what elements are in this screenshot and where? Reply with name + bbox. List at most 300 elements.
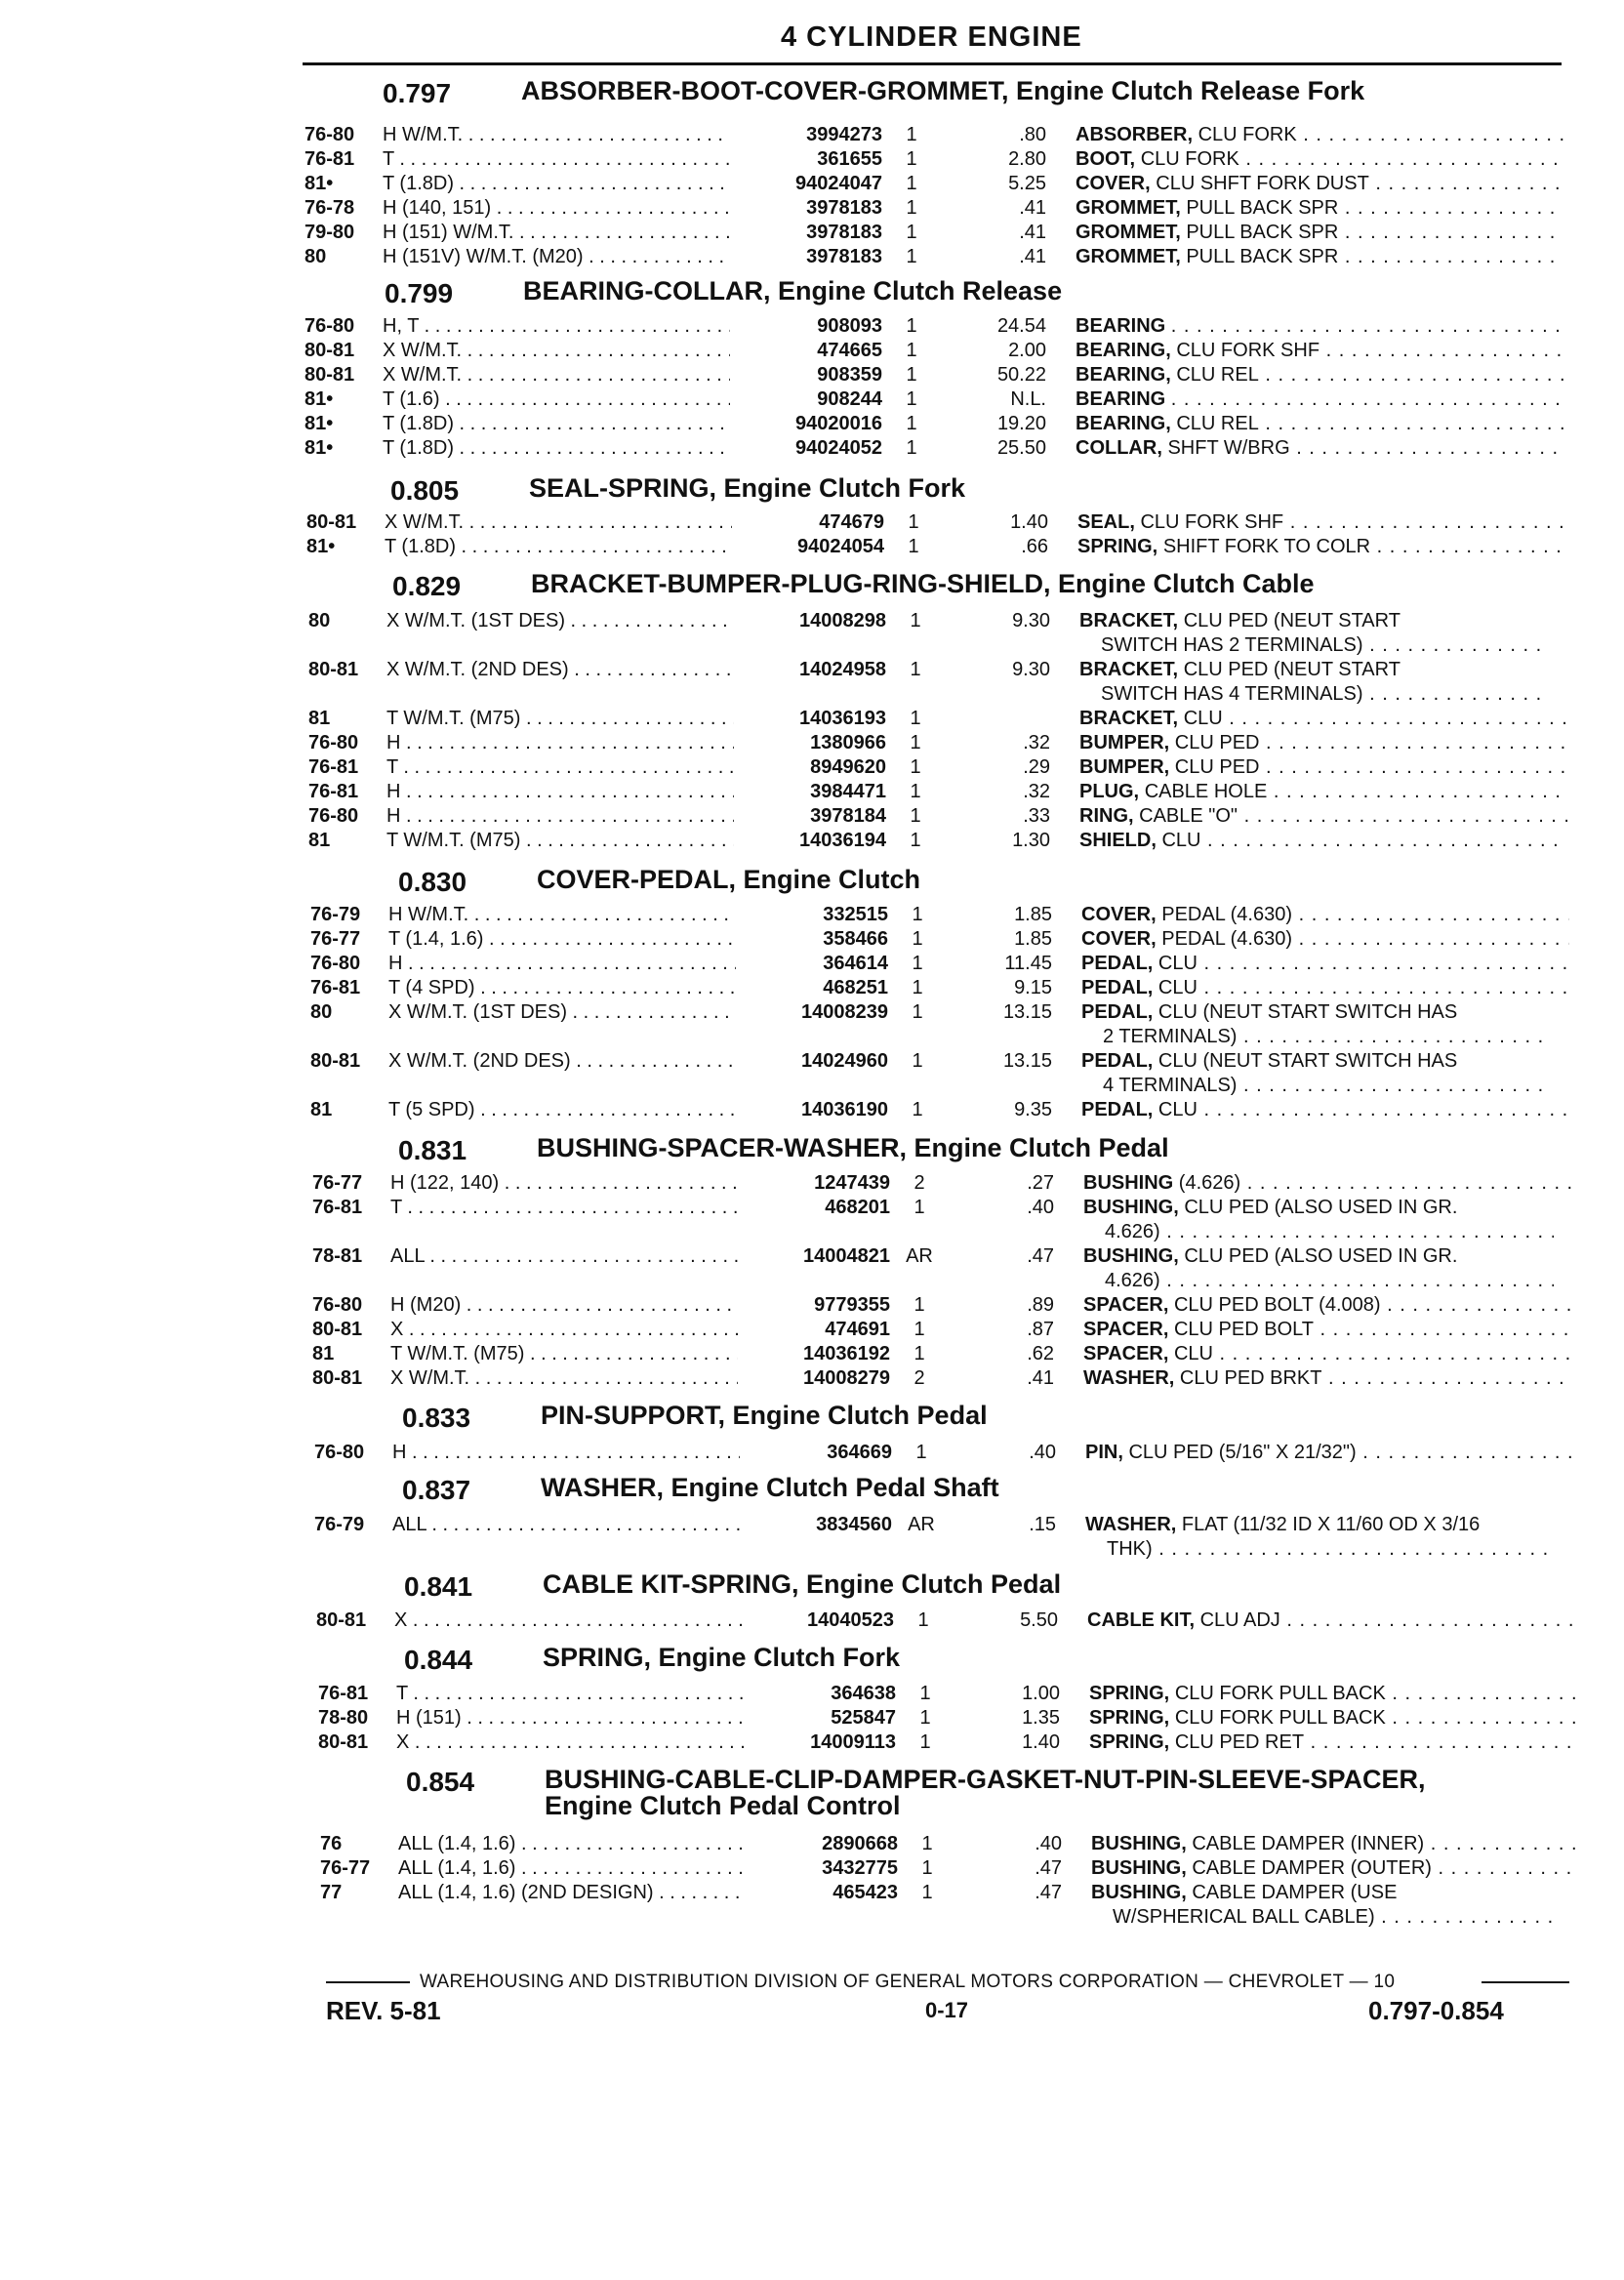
part-description bbox=[1081, 903, 1569, 926]
application: T (5 SPD) . . . bbox=[388, 1098, 740, 1121]
model-years: 76-80 bbox=[308, 805, 359, 827]
model-years: 81 bbox=[310, 1099, 333, 1120]
part-number: 908359 bbox=[730, 363, 882, 387]
footer-rule-right bbox=[1482, 1981, 1569, 1983]
application: ALL (1.4, 1.6) . . . bbox=[398, 1856, 750, 1880]
part-number: 358466 bbox=[736, 927, 888, 951]
part-row bbox=[0, 755, 1624, 780]
part-name: PEDAL, bbox=[1081, 1001, 1154, 1023]
part-row bbox=[0, 510, 1624, 535]
part-name: SPACER, bbox=[1083, 1319, 1169, 1340]
group-title-main: BUSHING-CABLE-CLIP-DAMPER-GASKET-NUT-PIN-SLEEVE-SPACER, bbox=[545, 1765, 1426, 1794]
part-detail: FLAT (11/32 ID X 11/60 OD X 3/16 bbox=[1181, 1514, 1481, 1535]
group-subtitle: Engine Clutch Pedal Control bbox=[545, 1791, 901, 1820]
list-price: .40 bbox=[1027, 1197, 1054, 1218]
part-number: 3978183 bbox=[730, 221, 882, 244]
list-price: 9.30 bbox=[1012, 610, 1050, 631]
part-detail: CLU FORK PULL BACK bbox=[1174, 1707, 1386, 1729]
model-years: 77 bbox=[320, 1882, 343, 1903]
part-detail: CLU bbox=[1173, 1343, 1213, 1364]
model-years: 76-77 bbox=[320, 1857, 371, 1879]
part-description bbox=[1091, 1832, 1579, 1855]
group-number: 0.805 bbox=[390, 475, 460, 506]
quantity: 1 bbox=[921, 1833, 933, 1854]
application: X . . . bbox=[396, 1730, 748, 1754]
quantity: 1 bbox=[910, 708, 921, 729]
list-price: 19.20 bbox=[996, 413, 1046, 434]
part-name: SEAL, bbox=[1077, 511, 1135, 533]
model-years: 76 bbox=[320, 1833, 343, 1854]
model-years: 81 bbox=[308, 830, 331, 851]
list-price: .40 bbox=[1029, 1442, 1056, 1463]
part-detail: CLU ADJ bbox=[1199, 1609, 1280, 1631]
part-name: BUSHING, bbox=[1083, 1197, 1179, 1218]
part-detail: CLU REL bbox=[1176, 413, 1259, 434]
quantity: 1 bbox=[914, 1319, 925, 1340]
part-description bbox=[1076, 436, 1563, 460]
quantity: AR bbox=[906, 1245, 933, 1267]
list-price: 13.15 bbox=[1002, 1001, 1052, 1023]
part-number: 361655 bbox=[730, 147, 882, 171]
part-detail: CABLE DAMPER (OUTER) bbox=[1192, 1857, 1432, 1879]
group-title bbox=[537, 867, 920, 893]
part-row bbox=[0, 1171, 1624, 1196]
part-name: ABSORBER, bbox=[1076, 124, 1194, 145]
part-description bbox=[1083, 1318, 1571, 1341]
part-detail: CLU bbox=[1183, 708, 1223, 729]
model-years: 81• bbox=[304, 173, 334, 194]
part-description bbox=[1076, 196, 1563, 220]
group-title-main: COVER-PEDAL, bbox=[537, 865, 737, 894]
part-detail: SHIFT FORK TO COLR bbox=[1162, 536, 1371, 557]
application: T . . . bbox=[383, 147, 734, 171]
list-price: .47 bbox=[1035, 1882, 1062, 1903]
part-name: PLUG, bbox=[1079, 781, 1140, 802]
list-price: .47 bbox=[1035, 1857, 1062, 1879]
quantity: 1 bbox=[906, 437, 917, 459]
part-number: 2890668 bbox=[746, 1832, 898, 1855]
part-detail: CLU PED (NEUT START bbox=[1183, 610, 1401, 631]
quantity: 1 bbox=[906, 173, 917, 194]
part-row bbox=[0, 147, 1624, 172]
part-name: COVER, bbox=[1076, 173, 1151, 194]
group-subtitle: Engine Clutch Pedal bbox=[732, 1401, 988, 1430]
part-detail: CLU PED (ALSO USED IN GR. bbox=[1184, 1245, 1458, 1267]
part-detail: CLU bbox=[1157, 1099, 1198, 1120]
part-detail: CABLE DAMPER (INNER) bbox=[1192, 1833, 1425, 1854]
part-number: 332515 bbox=[736, 903, 888, 926]
part-description bbox=[1076, 339, 1563, 362]
part-number: 94024047 bbox=[730, 172, 882, 195]
part-description bbox=[1076, 172, 1563, 195]
application: X W/M.T. . . . bbox=[383, 363, 734, 387]
part-detail: CLU bbox=[1157, 953, 1198, 974]
part-name: PEDAL, bbox=[1081, 1050, 1154, 1072]
part-row bbox=[0, 780, 1624, 804]
application: ALL (1.4, 1.6) . . . bbox=[398, 1832, 750, 1855]
part-number: 908244 bbox=[730, 387, 882, 411]
part-name: BEARING, bbox=[1076, 340, 1171, 361]
part-number: 3984471 bbox=[734, 780, 886, 803]
model-years: 80-81 bbox=[312, 1367, 363, 1389]
part-detail: PEDAL (4.630) bbox=[1161, 904, 1293, 925]
part-description bbox=[1083, 1366, 1571, 1390]
part-detail: CABLE DAMPER (USE bbox=[1192, 1882, 1398, 1903]
list-price: 2.00 bbox=[1008, 340, 1046, 361]
part-description bbox=[1081, 927, 1569, 951]
group-title bbox=[529, 475, 965, 502]
part-name: BUSHING, bbox=[1091, 1857, 1187, 1879]
part-row-continuation bbox=[0, 1220, 1624, 1244]
part-name: BOOT, bbox=[1076, 148, 1136, 170]
part-detail: CLU (NEUT START SWITCH HAS bbox=[1157, 1001, 1458, 1023]
quantity: 1 bbox=[917, 1609, 929, 1631]
group-range: 0.797-0.854 bbox=[1368, 1996, 1504, 2025]
group-title bbox=[537, 1135, 1169, 1161]
part-name: WASHER, bbox=[1083, 1367, 1175, 1389]
part-row bbox=[0, 1196, 1624, 1220]
part-number: 14008298 bbox=[734, 609, 886, 632]
model-years: 76-80 bbox=[304, 315, 355, 337]
application: X W/M.T. (1ST DES) . . . bbox=[386, 609, 738, 632]
part-description bbox=[1079, 780, 1567, 803]
application: H (140, 151) . . . bbox=[383, 196, 734, 220]
part-description-continued: 4 TERMINALS) . . . bbox=[1103, 1074, 1552, 1097]
part-number: 9779355 bbox=[738, 1293, 890, 1317]
part-row bbox=[0, 245, 1624, 269]
quantity: 1 bbox=[906, 124, 917, 145]
part-row bbox=[0, 412, 1624, 436]
part-detail: SHFT W/BRG bbox=[1167, 437, 1290, 459]
list-price: 24.54 bbox=[996, 315, 1046, 337]
application: X W/M.T. . . . bbox=[383, 339, 734, 362]
application: T (1.6) . . . bbox=[383, 387, 734, 411]
part-row bbox=[0, 196, 1624, 221]
quantity: 2 bbox=[914, 1367, 925, 1389]
part-row bbox=[0, 1706, 1624, 1730]
footer-text: WAREHOUSING AND DISTRIBUTION DIVISION OF GENERAL MOTORS CORPORATION — CHEVROLET — 10 bbox=[420, 1972, 1396, 1992]
part-description bbox=[1077, 510, 1565, 534]
part-description bbox=[1079, 755, 1567, 779]
model-years: 76-78 bbox=[304, 197, 355, 219]
list-price: .80 bbox=[1019, 124, 1046, 145]
part-number: 14036193 bbox=[734, 707, 886, 730]
part-detail: CABLE HOLE bbox=[1144, 781, 1268, 802]
part-description bbox=[1083, 1342, 1571, 1365]
quantity: 1 bbox=[912, 928, 923, 950]
part-row bbox=[0, 535, 1624, 559]
list-price: .47 bbox=[1027, 1245, 1054, 1267]
group-subtitle: Engine Clutch Release Fork bbox=[1016, 76, 1365, 105]
part-number: 14040523 bbox=[742, 1608, 894, 1632]
quantity: 1 bbox=[912, 1001, 923, 1023]
model-years: 80-81 bbox=[306, 511, 357, 533]
part-description-continued: 2 TERMINALS) . . . bbox=[1103, 1025, 1552, 1048]
model-years: 76-81 bbox=[304, 148, 355, 170]
part-description bbox=[1079, 829, 1567, 852]
part-row bbox=[0, 1049, 1624, 1074]
quantity: 1 bbox=[906, 148, 917, 170]
application: T . . . bbox=[396, 1682, 748, 1705]
list-price: .66 bbox=[1021, 536, 1048, 557]
list-price: 5.50 bbox=[1020, 1609, 1058, 1631]
part-row bbox=[0, 1881, 1624, 1905]
model-years: 80-81 bbox=[304, 364, 355, 386]
model-years: 76-77 bbox=[310, 928, 361, 950]
list-price: N.L. bbox=[1010, 388, 1046, 410]
quantity: 1 bbox=[906, 197, 917, 219]
part-detail: CLU bbox=[1161, 830, 1201, 851]
list-price: .41 bbox=[1027, 1367, 1054, 1389]
model-years: 76-77 bbox=[312, 1172, 363, 1194]
list-price: 1.30 bbox=[1012, 830, 1050, 851]
part-description bbox=[1081, 1049, 1569, 1073]
part-detail: CLU PED BRKT bbox=[1179, 1367, 1322, 1389]
page-number: 0-17 bbox=[925, 1998, 969, 2022]
group-number: 0.829 bbox=[392, 571, 462, 601]
part-row bbox=[0, 172, 1624, 196]
quantity: AR bbox=[908, 1514, 935, 1535]
part-detail: CLU PED bbox=[1174, 756, 1260, 778]
model-years: 81• bbox=[304, 388, 334, 410]
group-title bbox=[543, 1571, 1061, 1598]
part-row-continuation bbox=[0, 633, 1624, 658]
part-number: 94020016 bbox=[730, 412, 882, 435]
part-row bbox=[0, 1608, 1624, 1633]
application: H (151) . . . bbox=[396, 1706, 748, 1730]
quantity: 1 bbox=[921, 1857, 933, 1879]
part-name: RING, bbox=[1079, 805, 1134, 827]
list-price: 9.30 bbox=[1012, 659, 1050, 680]
part-number: 14036194 bbox=[734, 829, 886, 852]
model-years: 80 bbox=[308, 610, 331, 631]
quantity: 1 bbox=[919, 1707, 931, 1729]
part-name: BEARING, bbox=[1076, 364, 1171, 386]
model-years: 80-81 bbox=[304, 340, 355, 361]
group-subtitle: Engine Clutch bbox=[743, 865, 921, 894]
part-detail: CLU PED bbox=[1174, 732, 1260, 753]
part-name: SHIELD, bbox=[1079, 830, 1157, 851]
part-number: 14036192 bbox=[738, 1342, 890, 1365]
list-price: 11.45 bbox=[1004, 953, 1052, 974]
part-row bbox=[0, 804, 1624, 829]
list-price: 1.85 bbox=[1014, 904, 1052, 925]
part-detail: CABLE "O" bbox=[1139, 805, 1238, 827]
part-row-continuation bbox=[0, 1905, 1624, 1930]
part-name: BUSHING, bbox=[1091, 1882, 1187, 1903]
part-name: BUMPER, bbox=[1079, 732, 1170, 753]
part-name: GROMMET, bbox=[1076, 222, 1181, 243]
part-name: SPRING, bbox=[1089, 1683, 1170, 1704]
application: T W/M.T. (M75) . . . bbox=[390, 1342, 742, 1365]
part-row-continuation bbox=[0, 1074, 1624, 1098]
part-number: 468201 bbox=[738, 1196, 890, 1219]
application: ALL (1.4, 1.6) (2ND DESIGN) . . . bbox=[398, 1881, 750, 1904]
part-name: SPRING, bbox=[1089, 1707, 1170, 1729]
part-row bbox=[0, 1730, 1624, 1755]
list-price: .29 bbox=[1023, 756, 1050, 778]
application: X W/M.T. . . . bbox=[390, 1366, 742, 1390]
part-name: SPRING, bbox=[1089, 1731, 1170, 1753]
model-years: 76-81 bbox=[308, 781, 359, 802]
list-price: .41 bbox=[1019, 197, 1046, 219]
part-row bbox=[0, 387, 1624, 412]
part-row bbox=[0, 707, 1624, 731]
part-row bbox=[0, 1441, 1624, 1465]
part-description bbox=[1076, 387, 1563, 411]
part-name: BUMPER, bbox=[1079, 756, 1170, 778]
group-title-main: ABSORBER-BOOT-COVER-GROMMET, bbox=[521, 76, 1009, 105]
application: H W/M.T. . . . bbox=[383, 123, 734, 146]
group-title bbox=[531, 571, 1315, 597]
application: X . . . bbox=[394, 1608, 746, 1632]
part-detail: PULL BACK SPR bbox=[1186, 197, 1339, 219]
part-detail: CLU FORK bbox=[1140, 148, 1239, 170]
group-title bbox=[523, 278, 1062, 305]
part-detail: CLU PED RET bbox=[1174, 1731, 1305, 1753]
application: T (1.8D) . . . bbox=[383, 436, 734, 460]
quantity: 1 bbox=[910, 756, 921, 778]
quantity: 1 bbox=[914, 1197, 925, 1218]
part-name: SPRING, bbox=[1077, 536, 1158, 557]
part-number: 1380966 bbox=[734, 731, 886, 754]
part-description bbox=[1083, 1196, 1571, 1219]
part-description bbox=[1091, 1881, 1579, 1904]
group-title bbox=[541, 1403, 988, 1429]
part-row bbox=[0, 1366, 1624, 1391]
part-description bbox=[1083, 1171, 1571, 1195]
model-years: 81• bbox=[306, 536, 336, 557]
part-row bbox=[0, 363, 1624, 387]
part-description bbox=[1076, 314, 1563, 338]
part-description bbox=[1083, 1244, 1571, 1268]
part-detail: CLU PED (5/16" X 21/32") bbox=[1128, 1442, 1357, 1463]
quantity: 1 bbox=[912, 977, 923, 998]
model-years: 81 bbox=[312, 1343, 335, 1364]
model-years: 78-80 bbox=[318, 1707, 369, 1729]
part-number: 14009113 bbox=[744, 1730, 896, 1754]
part-number: 3994273 bbox=[730, 123, 882, 146]
part-name: BUSHING, bbox=[1091, 1833, 1187, 1854]
application: T (1.8D) . . . bbox=[385, 535, 736, 558]
application: H . . . bbox=[388, 952, 740, 975]
quantity: 1 bbox=[912, 953, 923, 974]
model-years: 76-80 bbox=[312, 1294, 363, 1316]
group-subtitle: Engine Clutch Pedal Shaft bbox=[670, 1473, 999, 1502]
quantity: 1 bbox=[908, 536, 919, 557]
part-number: 8949620 bbox=[734, 755, 886, 779]
application: H . . . bbox=[386, 731, 738, 754]
application: H (122, 140) . . . bbox=[390, 1171, 742, 1195]
application: H . . . bbox=[392, 1441, 744, 1464]
group-title-main: WASHER, bbox=[541, 1473, 665, 1502]
part-row bbox=[0, 1832, 1624, 1856]
part-detail: (4.626) bbox=[1178, 1172, 1241, 1194]
application: X . . . bbox=[390, 1318, 742, 1341]
group-number: 0.844 bbox=[404, 1645, 473, 1675]
quantity: 1 bbox=[910, 659, 921, 680]
group-title-main: BUSHING-SPACER-WASHER, bbox=[537, 1133, 908, 1162]
application: T (1.4, 1.6) . . . bbox=[388, 927, 740, 951]
part-detail: PULL BACK SPR bbox=[1186, 246, 1339, 267]
part-description bbox=[1085, 1441, 1573, 1464]
group-title-main: SPRING, bbox=[543, 1643, 652, 1672]
part-row bbox=[0, 829, 1624, 853]
part-number: 3834560 bbox=[740, 1513, 892, 1536]
part-detail: CLU PED (NEUT START bbox=[1183, 659, 1401, 680]
quantity: 1 bbox=[914, 1294, 925, 1316]
part-name: PIN, bbox=[1085, 1442, 1123, 1463]
quantity: 1 bbox=[906, 364, 917, 386]
model-years: 76-80 bbox=[314, 1442, 365, 1463]
part-row bbox=[0, 123, 1624, 147]
part-description-continued: 4.626) . . . bbox=[1105, 1220, 1554, 1243]
list-price: 1.40 bbox=[1022, 1731, 1060, 1753]
part-description bbox=[1076, 221, 1563, 244]
model-years: 80-81 bbox=[308, 659, 359, 680]
model-years: 81 bbox=[308, 708, 331, 729]
model-years: 80-81 bbox=[318, 1731, 369, 1753]
group-title-main: PIN-SUPPORT, bbox=[541, 1401, 726, 1430]
part-number: 14004821 bbox=[738, 1244, 890, 1268]
part-number: 14036190 bbox=[736, 1098, 888, 1121]
quantity: 1 bbox=[910, 830, 921, 851]
list-price: .62 bbox=[1027, 1343, 1054, 1364]
part-row bbox=[0, 1244, 1624, 1269]
model-years: 76-80 bbox=[310, 953, 361, 974]
part-description bbox=[1089, 1682, 1577, 1705]
group-number: 0.831 bbox=[398, 1135, 467, 1165]
model-years: 80-81 bbox=[310, 1050, 361, 1072]
application: X W/M.T. (1ST DES) . . . bbox=[388, 1000, 740, 1024]
list-price: .33 bbox=[1023, 805, 1050, 827]
quantity: 2 bbox=[914, 1172, 925, 1194]
part-row bbox=[0, 609, 1624, 633]
quantity: 1 bbox=[912, 904, 923, 925]
part-detail: PULL BACK SPR bbox=[1186, 222, 1339, 243]
part-description bbox=[1076, 147, 1563, 171]
part-description bbox=[1079, 804, 1567, 828]
group-title-main: SEAL-SPRING, bbox=[529, 473, 717, 503]
part-detail: CLU bbox=[1157, 977, 1198, 998]
part-name: COVER, bbox=[1081, 904, 1157, 925]
part-row-continuation bbox=[0, 682, 1624, 707]
quantity: 1 bbox=[919, 1731, 931, 1753]
part-detail: PEDAL (4.630) bbox=[1161, 928, 1293, 950]
quantity: 1 bbox=[908, 511, 919, 533]
part-detail: CLU FORK bbox=[1198, 124, 1297, 145]
quantity: 1 bbox=[919, 1683, 931, 1704]
part-number: 525847 bbox=[744, 1706, 896, 1730]
application: T W/M.T. (M75) . . . bbox=[386, 829, 738, 852]
part-description bbox=[1076, 245, 1563, 268]
application: X W/M.T. (2ND DES) . . . bbox=[388, 1049, 740, 1073]
part-name: BUSHING bbox=[1083, 1172, 1174, 1194]
model-years: 81• bbox=[304, 413, 334, 434]
part-number: 14008279 bbox=[738, 1366, 890, 1390]
part-number: 364669 bbox=[740, 1441, 892, 1464]
part-description bbox=[1081, 1000, 1569, 1024]
group-title-main: BEARING-COLLAR, bbox=[523, 276, 771, 305]
part-detail: CLU PED BOLT bbox=[1173, 1319, 1314, 1340]
group-subtitle: Engine Clutch Fork bbox=[723, 473, 966, 503]
quantity: 1 bbox=[906, 413, 917, 434]
part-description bbox=[1081, 1098, 1569, 1121]
part-row bbox=[0, 976, 1624, 1000]
part-name: GROMMET, bbox=[1076, 197, 1181, 219]
quantity: 1 bbox=[906, 340, 917, 361]
model-years: 76-79 bbox=[314, 1514, 365, 1535]
